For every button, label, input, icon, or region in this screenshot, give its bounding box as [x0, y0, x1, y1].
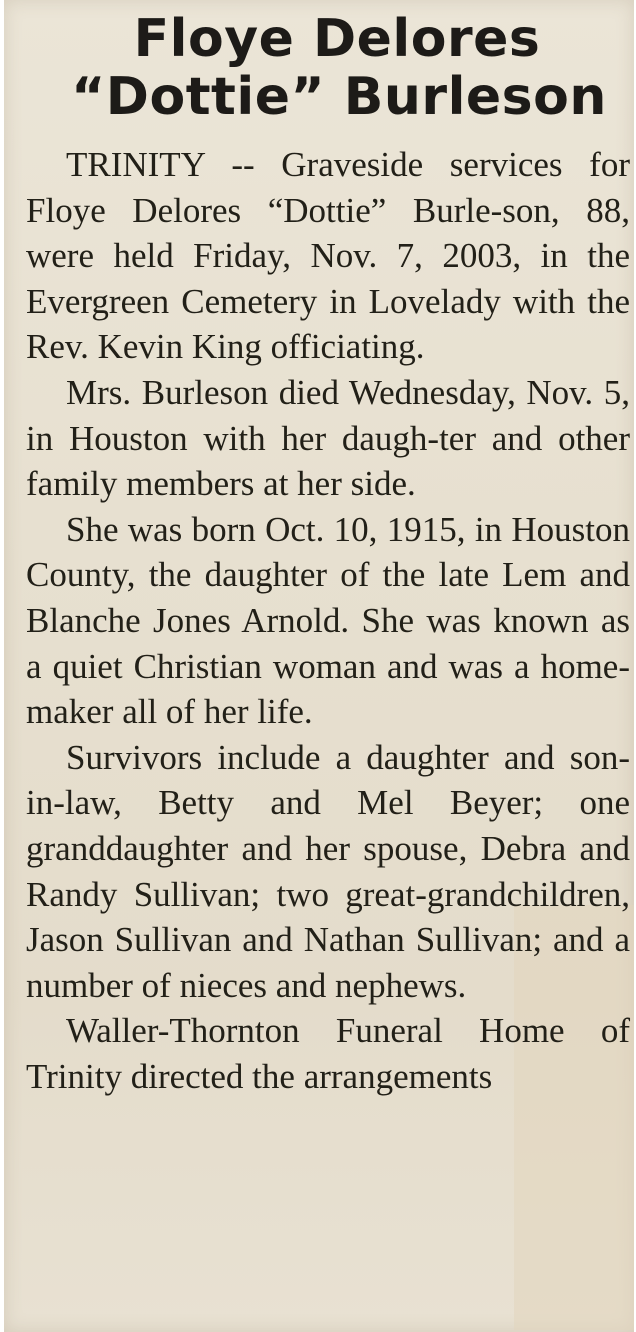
paragraph-birth: She was born Oct. 10, 1915, in Houston County, the daughter of the late Lem and Blanche Jones Arnold. She was known as a quiet Christian woman and was a home-maker all of her life.	[26, 509, 630, 732]
paragraph-survivors: Survivors include a daughter and son-in-law, Betty and Mel Beyer; one granddaughter and her spouse, Debra and Randy Sullivan; two great-grandchildren, Jason Sullivan and Nathan Sullivan; and a number of nieces and nephews.	[26, 737, 630, 1005]
paragraph-services: TRINITY -- Graveside services for Floye Delores “Dottie” Burle-son, 88, were held Friday, Nov. 7, 2003, in the Evergreen Cemetery in Lovelady with the Rev. Kevin King officiating.	[26, 145, 630, 367]
newspaper-clipping	[4, 0, 634, 1332]
obituary-body	[4, 142, 634, 1099]
headline-line-2: “Dottie” Burleson	[71, 67, 607, 127]
paragraph-death: Mrs. Burleson died Wednesday, Nov. 5, in Houston with her daugh-ter and other family members at her side.	[26, 372, 630, 504]
paragraph-funeral-home: Waller-Thornton Funeral Home of Trinity directed the arrangements	[26, 1011, 630, 1096]
obituary-headline	[4, 10, 634, 126]
headline-line-1: Floye Delores	[133, 9, 541, 69]
